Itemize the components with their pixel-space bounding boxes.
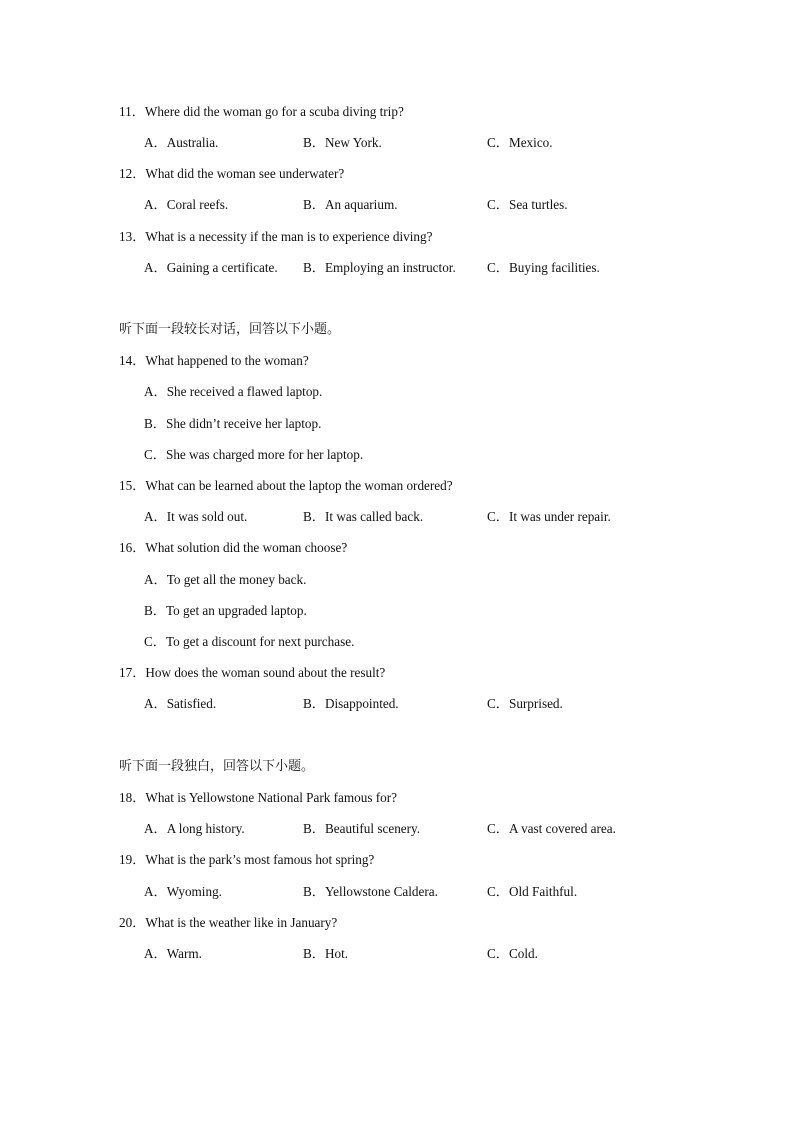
q12-option-a: A．Coral reefs. [144, 197, 229, 212]
section-heading-monologue: 听下面一段独白，回答以下小题。 [119, 759, 315, 774]
q17-option-a: A．Satisfied. [144, 696, 217, 711]
q15-option-a: A．It was sold out. [144, 509, 248, 524]
q16-option-b: B．To get an upgraded laptop. [144, 603, 307, 618]
q20-option-c: C．Cold. [487, 946, 538, 961]
question-20: 20．What is the weather like in January? [119, 915, 338, 930]
question-17: 17．How does the woman sound about the result? [119, 665, 386, 680]
q20-option-a: A．Warm. [144, 946, 202, 961]
q18-option-b: B．Beautiful scenery. [303, 821, 421, 836]
q19-option-c: C．Old Faithful. [487, 884, 578, 899]
q14-option-c: C．She was charged more for her laptop. [144, 447, 364, 462]
question-16: 16．What solution did the woman choose? [119, 540, 348, 555]
q14-option-b: B．She didn’t receive her laptop. [144, 416, 322, 431]
q18-option-c: C．A vast covered area. [487, 821, 616, 836]
q17-option-b: B．Disappointed. [303, 696, 399, 711]
q11-option-a: A．Australia. [144, 135, 219, 150]
question-13: 13．What is a necessity if the man is to experience diving? [119, 229, 433, 244]
question-14: 14．What happened to the woman? [119, 353, 309, 368]
q12-option-b: B．An aquarium. [303, 197, 398, 212]
question-15: 15．What can be learned about the laptop the woman ordered? [119, 478, 453, 493]
section-heading-dialogue: 听下面一段较长对话，回答以下小题。 [119, 322, 341, 337]
question-12: 12．What did the woman see underwater? [119, 166, 345, 181]
question-18: 18．What is Yellowstone National Park famous for? [119, 790, 397, 805]
question-11: 11．Where did the woman go for a scuba diving trip? [119, 104, 404, 119]
q16-option-c: C．To get a discount for next purchase. [144, 634, 355, 649]
q13-option-c: C．Buying facilities. [487, 260, 600, 275]
q15-option-c: C．It was under repair. [487, 509, 611, 524]
q20-option-b: B．Hot. [303, 946, 349, 961]
q16-option-a: A．To get all the money back. [144, 572, 307, 587]
q17-option-c: C．Surprised. [487, 696, 563, 711]
q19-option-b: B．Yellowstone Caldera. [303, 884, 438, 899]
q18-option-a: A．A long history. [144, 821, 245, 836]
q15-option-b: B．It was called back. [303, 509, 424, 524]
question-19: 19．What is the park’s most famous hot spring? [119, 852, 375, 867]
q11-option-c: C．Mexico. [487, 135, 553, 150]
q12-option-c: C．Sea turtles. [487, 197, 568, 212]
q13-option-b: B．Employing an instructor. [303, 260, 456, 275]
q19-option-a: A．Wyoming. [144, 884, 222, 899]
q11-option-b: B．New York. [303, 135, 382, 150]
q13-option-a: A．Gaining a certificate. [144, 260, 278, 275]
q14-option-a: A．She received a flawed laptop. [144, 384, 323, 399]
